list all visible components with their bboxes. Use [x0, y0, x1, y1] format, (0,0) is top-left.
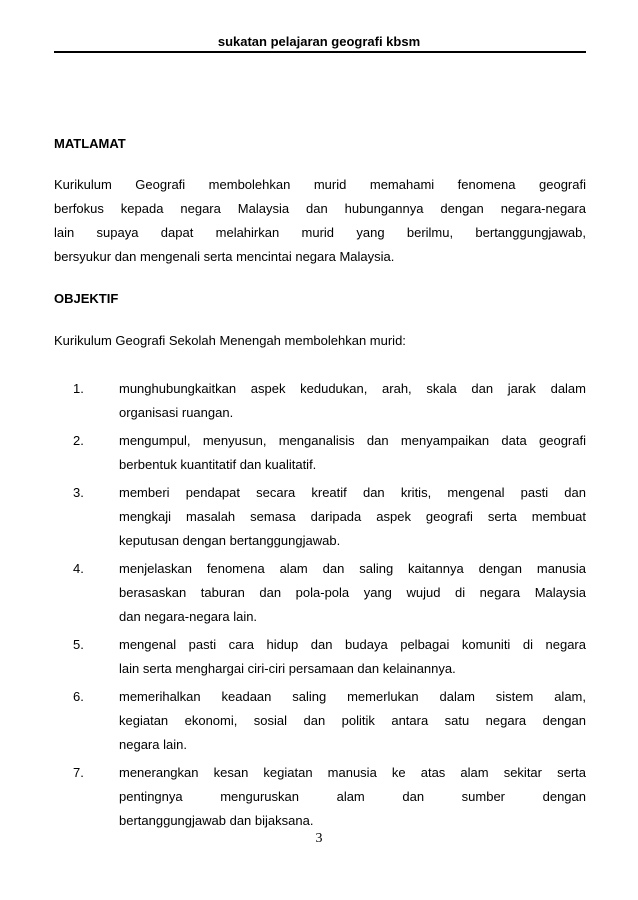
objective-text — [119, 429, 586, 477]
objective-line: munghubungkaitkan aspek kedudukan, arah, skala dan jarak dalam — [119, 381, 586, 396]
matlamat-paragraph — [54, 173, 586, 269]
document-header-title: sukatan pelajaran geografi kbsm — [217, 34, 421, 49]
objective-line: lain serta menghargai ciri-ciri persamaan dan kelainannya. — [119, 661, 456, 676]
objective-item — [0, 685, 638, 757]
objective-item — [0, 429, 638, 477]
objective-text — [119, 633, 586, 681]
objective-list — [0, 377, 638, 833]
paragraph-line: bersyukur dan mengenali serta mencintai negara Malaysia. — [54, 249, 395, 264]
paragraph-line: berfokus kepada negara Malaysia dan hubungannya dengan negara-negara — [54, 201, 586, 216]
objective-line: bertanggungjawab dan bijaksana. — [119, 813, 314, 828]
objektif-intro: Kurikulum Geografi Sekolah Menengah membolehkan murid: — [54, 333, 406, 348]
objective-number: 5. — [73, 637, 84, 652]
objective-line: organisasi ruangan. — [119, 405, 234, 420]
objective-number: 1. — [73, 381, 84, 396]
objektif-heading: OBJEKTIF — [54, 291, 119, 306]
objective-item — [0, 481, 638, 553]
objective-number: 7. — [73, 765, 84, 780]
objective-line: mengenal pasti cara hidup dan budaya pelbagai komuniti di negara — [119, 637, 586, 652]
objective-text — [119, 377, 586, 425]
paragraph-line: lain supaya dapat melahirkan murid yang berilmu, bertanggungjawab, — [54, 225, 586, 240]
objective-line: negara lain. — [119, 737, 187, 752]
objective-item — [0, 761, 638, 833]
objective-text — [119, 557, 586, 629]
objective-item — [0, 377, 638, 425]
objective-number: 6. — [73, 689, 84, 704]
objective-number: 2. — [73, 433, 84, 448]
page-number: 3 — [315, 831, 323, 846]
matlamat-heading: MATLAMAT — [54, 136, 126, 151]
objective-item — [0, 557, 638, 629]
header-divider — [54, 51, 586, 53]
objective-number: 3. — [73, 485, 84, 500]
objective-line: pentingnya menguruskan alam dan sumber dengan — [119, 789, 586, 804]
paragraph-line: Kurikulum Geografi membolehkan murid memahami fenomena geografi — [54, 177, 586, 192]
objective-line: menerangkan kesan kegiatan manusia ke atas alam sekitar serta — [119, 765, 586, 780]
objective-text — [119, 761, 586, 833]
objective-line: memerihalkan keadaan saling memerlukan dalam sistem alam, — [119, 689, 586, 704]
objective-number: 4. — [73, 561, 84, 576]
objective-line: keputusan dengan bertanggungjawab. — [119, 533, 341, 548]
objective-line: mengumpul, menyusun, menganalisis dan menyampaikan data geografi — [119, 433, 586, 448]
objective-line: berbentuk kuantitatif dan kualitatif. — [119, 457, 317, 472]
objective-line: kegiatan ekonomi, sosial dan politik antara satu negara dengan — [119, 713, 586, 728]
objective-line: dan negara-negara lain. — [119, 609, 258, 624]
objective-line: mengkaji masalah semasa daripada aspek geografi serta membuat — [119, 509, 586, 524]
objective-line: berasaskan taburan dan pola-pola yang wujud di negara Malaysia — [119, 585, 586, 600]
objective-line: menjelaskan fenomena alam dan saling kaitannya dengan manusia — [119, 561, 586, 576]
objective-text — [119, 685, 586, 757]
objective-text — [119, 481, 586, 553]
objective-line: memberi pendapat secara kreatif dan kritis, mengenal pasti dan — [119, 485, 586, 500]
objective-item — [0, 633, 638, 681]
